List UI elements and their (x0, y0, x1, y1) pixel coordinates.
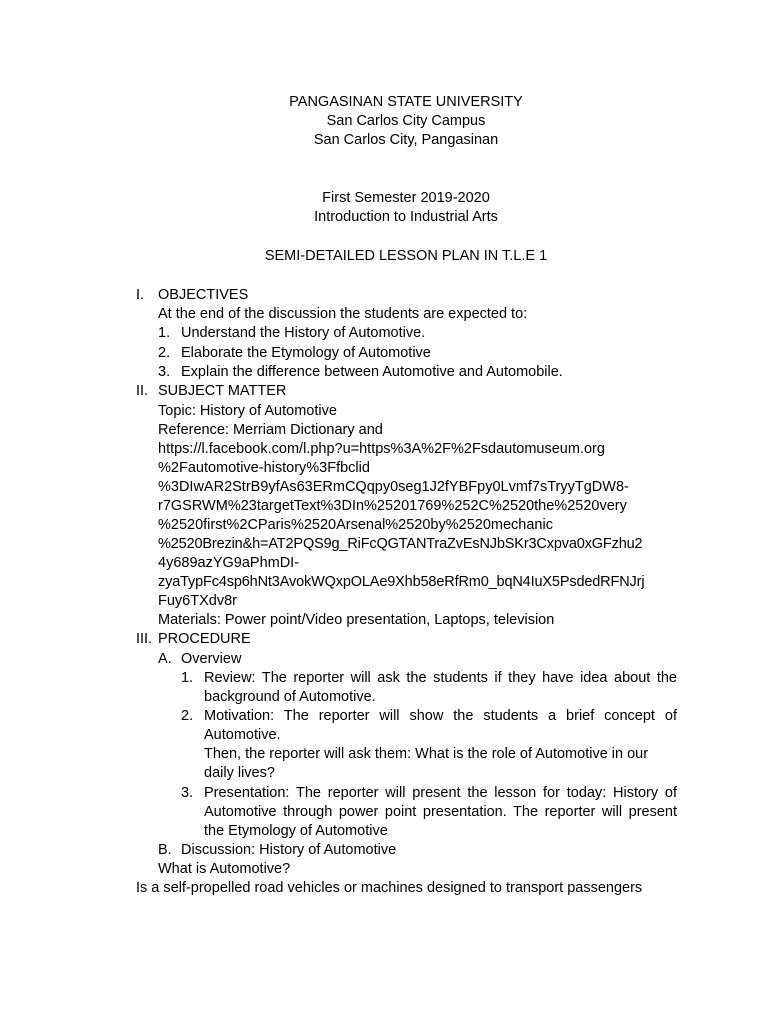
section-heading-objectives: OBJECTIVES (158, 287, 249, 303)
reference-line: Fuy6TXdv8r (158, 593, 237, 609)
subsection-marker-discussion: B. (158, 842, 172, 858)
objective-item: Understand the History of Automotive. (181, 325, 426, 341)
subsection-heading-discussion: Discussion: History of Automotive (181, 842, 397, 858)
objective-number: 2. (158, 345, 171, 361)
subsection-marker-overview: A. (158, 651, 172, 667)
procedure-step-number: 2. (181, 708, 194, 724)
procedure-step-line: Automotive through power point presentation. The reporter will present (204, 804, 677, 820)
materials: Materials: Power point/Video presentation, Laptops, television (158, 612, 555, 628)
course-subject: Introduction to Industrial Arts (314, 209, 498, 225)
objective-number: 3. (158, 364, 171, 380)
section-marker-subject-matter: II. (136, 383, 149, 399)
objectives-intro: At the end of the discussion the students are expected to: (158, 306, 528, 322)
section-marker-procedure: III. (136, 631, 153, 647)
discussion-question: What is Automotive? (158, 861, 291, 877)
discussion-answer: Is a self-propelled road vehicles or machines designed to transport passengers (136, 880, 643, 896)
topic: Topic: History of Automotive (158, 403, 337, 419)
procedure-step-line: the Etymology of Automotive (204, 823, 388, 839)
section-heading-subject-matter: SUBJECT MATTER (158, 383, 287, 399)
objective-number: 1. (158, 325, 171, 341)
procedure-step-line: background of Automotive. (204, 689, 376, 705)
objective-item: Elaborate the Etymology of Automotive (181, 345, 431, 361)
procedure-step-line: Motivation: The reporter will show the students a brief concept of (204, 708, 677, 724)
reference-line: 4y689azYG9aPhmDI- (158, 555, 300, 571)
procedure-step-number: 1. (181, 670, 194, 686)
reference-line: https://l.facebook.com/l.php?u=https%3A%2F%2Fsdautomuseum.org (158, 441, 605, 457)
reference-line: %2Fautomotive-history%3Ffbclid (158, 460, 370, 476)
reference-line: %3DIwAR2StrB9yfAs63ERmCQqpy0seg1J2fYBFpy0Lvmf7sTryyTgDW8- (158, 479, 629, 495)
section-heading-procedure: PROCEDURE (158, 631, 251, 647)
procedure-step-line: Review: The reporter will ask the students if they have idea about the (204, 670, 677, 686)
procedure-step-number: 3. (181, 785, 194, 801)
university-name: PANGASINAN STATE UNIVERSITY (289, 94, 523, 110)
procedure-step-line: Then, the reporter will ask them: What is the role of Automotive in our (204, 746, 649, 762)
reference-line: %2520first%2CParis%2520Arsenal%2520by%2520mechanic (158, 517, 553, 533)
reference-line: r7GSRWM%23targetText%3DIn%25201769%252C%2520the%2520very (158, 498, 627, 514)
procedure-step-line: daily lives? (204, 765, 275, 781)
reference-line: %2520Brezin&h=AT2PQS9g_RiFcQGTANTraZvEsNJbSKr3Cxpva0xGFzhu2 (158, 536, 643, 552)
semester: First Semester 2019-2020 (322, 190, 490, 206)
section-marker-objectives: I. (136, 287, 145, 303)
reference-line: zyaTypFc4sp6hNt3AvokWQxpOLAe9Xhb58eRfRm0_bqN4IuX5PsdedRFNJrj (158, 574, 645, 590)
lesson-plan-title: SEMI-DETAILED LESSON PLAN IN T.L.E 1 (264, 248, 548, 264)
procedure-step-line: Presentation: The reporter will present the lesson for today: History of (204, 785, 677, 801)
objective-item: Explain the difference between Automotive and Automobile. (181, 364, 563, 380)
campus-name: San Carlos City Campus (326, 113, 486, 129)
procedure-step-line: Automotive. (204, 727, 281, 743)
subsection-heading-overview: Overview (181, 651, 242, 667)
reference-line: Reference: Merriam Dictionary and (158, 422, 383, 438)
campus-location: San Carlos City, Pangasinan (313, 132, 499, 148)
